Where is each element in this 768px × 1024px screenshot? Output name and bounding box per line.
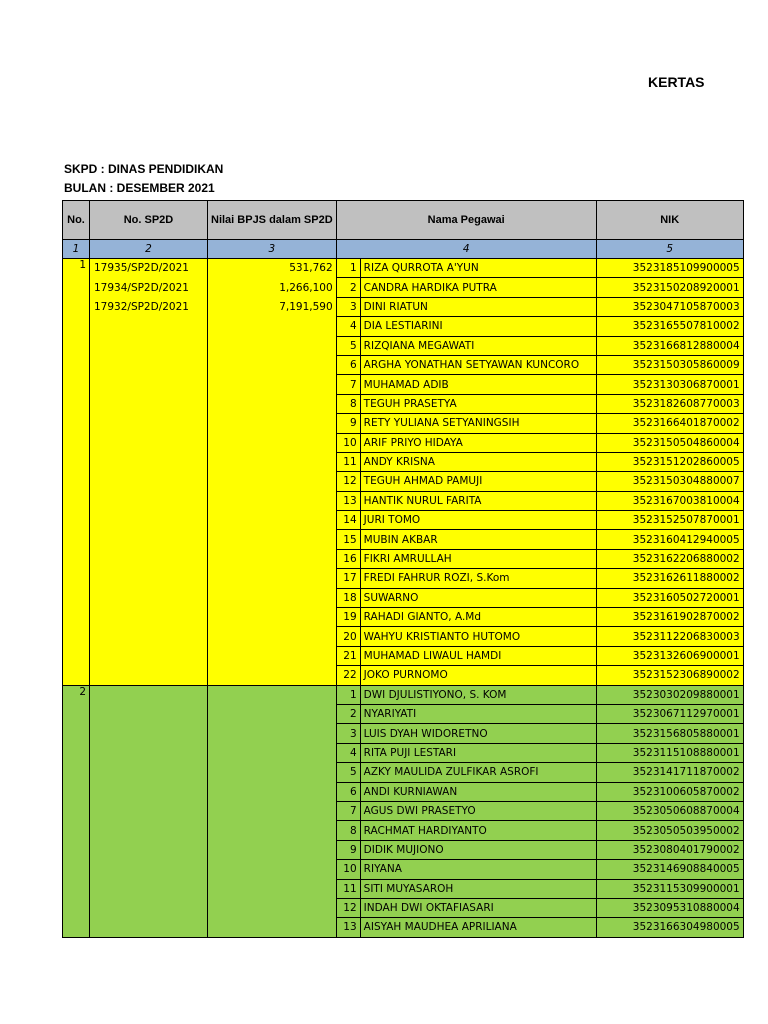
employee-nik: 3523050503950002 <box>596 821 743 840</box>
employee-index: 3 <box>336 297 360 316</box>
employee-name: LUIS DYAH WIDORETNO <box>360 724 596 743</box>
employee-index: 6 <box>336 355 360 374</box>
employee-index: 11 <box>336 879 360 898</box>
employee-nik: 3523150504860004 <box>596 433 743 452</box>
employee-nik: 3523047105870003 <box>596 297 743 316</box>
employee-name: AGUS DWI PRASETYO <box>360 801 596 820</box>
employee-name: INDAH DWI OKTAFIASARI <box>360 898 596 917</box>
header-nama-pegawai: Nama Pegawai <box>336 201 596 240</box>
employee-name: AZKY MAULIDA ZULFIKAR ASROFI <box>360 763 596 782</box>
sp2d-number: 17935/SP2D/2021 <box>94 262 189 274</box>
employee-nik: 3523166304980005 <box>596 918 743 937</box>
employee-index: 11 <box>336 452 360 471</box>
employee-name: ARGHA YONATHAN SETYAWAN KUNCORO <box>360 355 596 374</box>
employee-index: 9 <box>336 840 360 859</box>
header-nik: NIK <box>596 201 743 240</box>
employee-nik: 3523115108880001 <box>596 743 743 762</box>
employee-nik: 3523080401790002 <box>596 840 743 859</box>
employee-nik: 3523130306870001 <box>596 375 743 394</box>
group-number: 1 <box>63 259 90 686</box>
employee-nik: 3523161902870002 <box>596 608 743 627</box>
employee-index: 1 <box>336 259 360 278</box>
table-row <box>63 259 744 278</box>
sp2d-number: 17934/SP2D/2021 <box>94 281 189 294</box>
employee-index: 2 <box>336 278 360 297</box>
employee-nik: 3523146908840005 <box>596 860 743 879</box>
header-nilai-bpjs: Nilai BPJS dalam SP2D <box>208 201 337 240</box>
employee-name: NYARIYATI <box>360 704 596 723</box>
employee-nik: 3523185109900005 <box>596 259 743 278</box>
employee-index: 15 <box>336 530 360 549</box>
employee-name: SITI MUYASAROH <box>360 879 596 898</box>
employee-index: 5 <box>336 336 360 355</box>
employee-index: 13 <box>336 918 360 937</box>
employee-index: 8 <box>336 821 360 840</box>
employee-index: 12 <box>336 898 360 917</box>
employee-index: 10 <box>336 433 360 452</box>
employee-index: 21 <box>336 646 360 665</box>
employee-name: ANDY KRISNA <box>360 452 596 471</box>
employee-name: RIYANA <box>360 860 596 879</box>
employee-nik: 3523132606900001 <box>596 646 743 665</box>
employee-nik: 3523160502720001 <box>596 588 743 607</box>
bpjs-table <box>62 200 744 938</box>
employee-nik: 3523095310880004 <box>596 898 743 917</box>
employee-index: 20 <box>336 627 360 646</box>
employee-nik: 3523150305860009 <box>596 355 743 374</box>
employee-nik: 3523162206880002 <box>596 549 743 568</box>
table-row <box>63 685 744 704</box>
employee-index: 16 <box>336 549 360 568</box>
employee-index: 4 <box>336 317 360 336</box>
employee-name: ANDI KURNIAWAN <box>360 782 596 801</box>
employee-nik: 3523151202860005 <box>596 452 743 471</box>
employee-name: MUHAMAD LIWAUL HAMDI <box>360 646 596 665</box>
employee-nik: 3523160412940005 <box>596 530 743 549</box>
employee-nik: 3523150208920001 <box>596 278 743 297</box>
header-row <box>63 201 744 240</box>
employee-nik: 3523112206830003 <box>596 627 743 646</box>
employee-name: ARIF PRIYO HIDAYA <box>360 433 596 452</box>
employee-name: JURI TOMO <box>360 511 596 530</box>
employee-name: MUHAMAD ADIB <box>360 375 596 394</box>
table-body <box>63 259 744 938</box>
employee-name: DWI DJULISTIYONO, S. KOM <box>360 685 596 704</box>
employee-nik: 3523167003810004 <box>596 491 743 510</box>
header-no: No. <box>63 201 90 240</box>
employee-index: 9 <box>336 414 360 433</box>
employee-name: DIDIK MUJIONO <box>360 840 596 859</box>
employee-name: AISYAH MAUDHEA APRILIANA <box>360 918 596 937</box>
employee-name: RIZQIANA MEGAWATI <box>360 336 596 355</box>
employee-nik: 3523141711870002 <box>596 763 743 782</box>
employee-nik: 3523150304880007 <box>596 472 743 491</box>
employee-name: RITA PUJI LESTARI <box>360 743 596 762</box>
employee-index: 6 <box>336 782 360 801</box>
employee-index: 17 <box>336 569 360 588</box>
employee-name: MUBIN AKBAR <box>360 530 596 549</box>
employee-name: WAHYU KRISTIANTO HUTOMO <box>360 627 596 646</box>
employee-nik: 3523030209880001 <box>596 685 743 704</box>
colnum-5: 5 <box>596 240 743 259</box>
employee-name: TEGUH PRASETYA <box>360 394 596 413</box>
sp2d-numbers <box>90 259 208 686</box>
employee-index: 19 <box>336 608 360 627</box>
employee-index: 12 <box>336 472 360 491</box>
employee-index: 4 <box>336 743 360 762</box>
employee-index: 7 <box>336 801 360 820</box>
employee-name: TEGUH AHMAD PAMUJI <box>360 472 596 491</box>
employee-name: SUWARNO <box>360 588 596 607</box>
sheet-title-kertas: KERTAS <box>648 74 705 90</box>
employee-index: 5 <box>336 763 360 782</box>
bpjs-value: 1,266,100 <box>279 281 333 294</box>
employee-nik: 3523156805880001 <box>596 724 743 743</box>
employee-index: 2 <box>336 704 360 723</box>
employee-name: FIKRI AMRULLAH <box>360 549 596 568</box>
employee-index: 7 <box>336 375 360 394</box>
employee-index: 18 <box>336 588 360 607</box>
group-number: 2 <box>63 685 90 937</box>
colnum-4: 4 <box>336 240 596 259</box>
skpd-label: SKPD : DINAS PENDIDIKAN <box>64 162 224 176</box>
employee-name: RETY YULIANA SETYANINGSIH <box>360 414 596 433</box>
employee-nik: 3523162611880002 <box>596 569 743 588</box>
sp2d-number: 17932/SP2D/2021 <box>94 301 189 313</box>
employee-name: DIA LESTIARINI <box>360 317 596 336</box>
employee-nik: 3523166401870002 <box>596 414 743 433</box>
employee-nik: 3523152306890002 <box>596 666 743 685</box>
employee-nik: 3523165507810002 <box>596 317 743 336</box>
bpjs-value: 531,762 <box>289 262 333 274</box>
employee-nik: 3523115309900001 <box>596 879 743 898</box>
employee-name: RAHADI GIANTO, A.Md <box>360 608 596 627</box>
employee-nik: 3523100605870002 <box>596 782 743 801</box>
employee-index: 13 <box>336 491 360 510</box>
bpjs-value: 7,191,590 <box>279 301 333 313</box>
employee-index: 14 <box>336 511 360 530</box>
sp2d-values <box>208 259 337 686</box>
employee-name: RIZA QURROTA A'YUN <box>360 259 596 278</box>
employee-name: HANTIK NURUL FARITA <box>360 491 596 510</box>
employee-name: CANDRA HARDIKA PUTRA <box>360 278 596 297</box>
employee-name: DINI RIATUN <box>360 297 596 316</box>
header-sp2d: No. SP2D <box>90 201 208 240</box>
sp2d-numbers <box>90 685 208 937</box>
employee-nik: 3523067112970001 <box>596 704 743 723</box>
employee-nik: 3523050608870004 <box>596 801 743 820</box>
colnum-2: 2 <box>90 240 208 259</box>
employee-index: 1 <box>336 685 360 704</box>
employee-name: FREDI FAHRUR ROZI, S.Kom <box>360 569 596 588</box>
employee-index: 3 <box>336 724 360 743</box>
employee-index: 22 <box>336 666 360 685</box>
employee-index: 8 <box>336 394 360 413</box>
bulan-label: BULAN : DESEMBER 2021 <box>64 181 215 195</box>
employee-nik: 3523166812880004 <box>596 336 743 355</box>
colnum-3: 3 <box>208 240 337 259</box>
employee-nik: 3523182608770003 <box>596 394 743 413</box>
sp2d-values <box>208 685 337 937</box>
column-number-row <box>63 240 744 259</box>
employee-name: RACHMAT HARDIYANTO <box>360 821 596 840</box>
employee-nik: 3523152507870001 <box>596 511 743 530</box>
colnum-1: 1 <box>63 240 90 259</box>
employee-index: 10 <box>336 860 360 879</box>
employee-name: JOKO PURNOMO <box>360 666 596 685</box>
